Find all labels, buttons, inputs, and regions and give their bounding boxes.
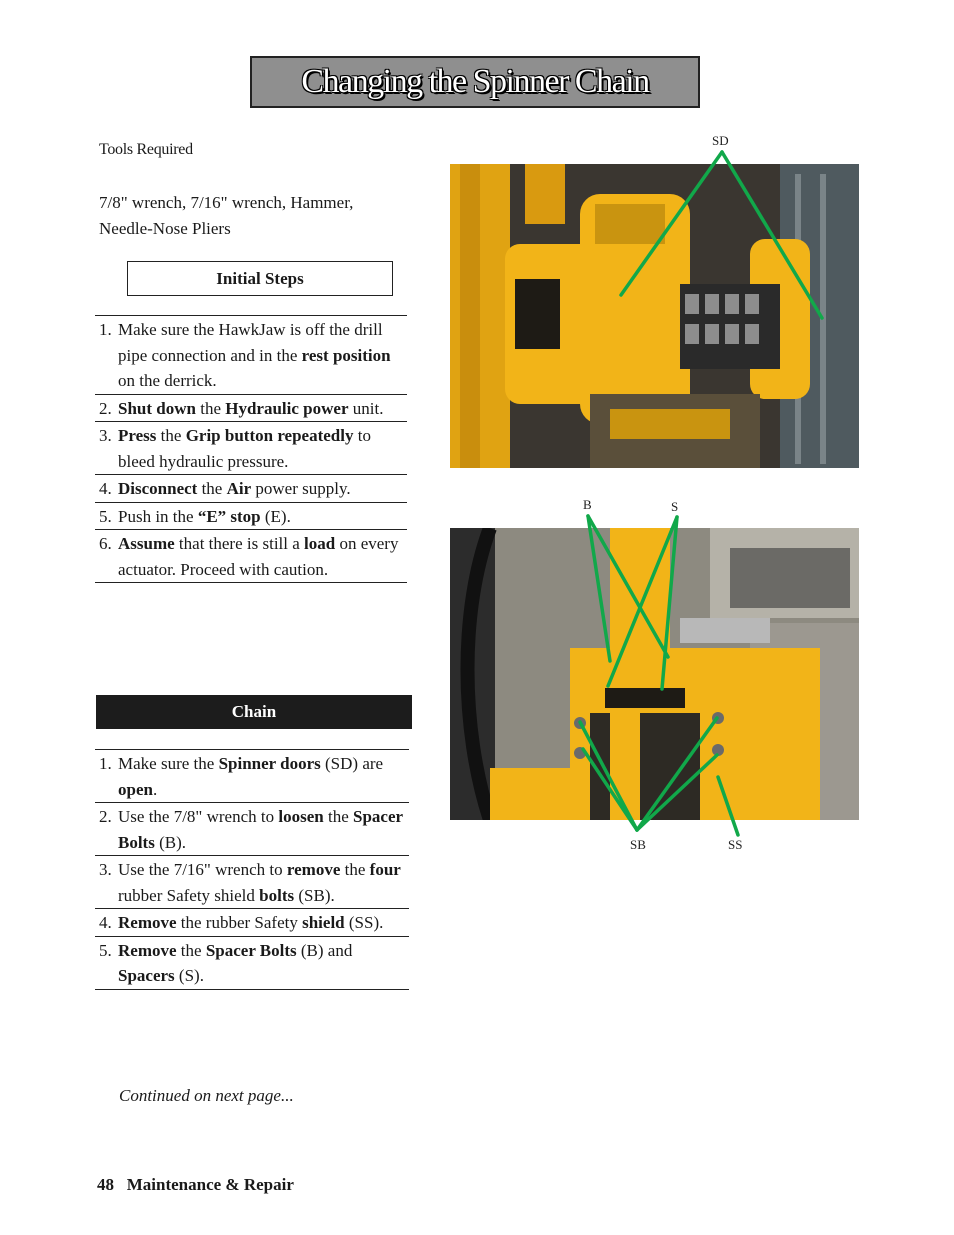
initial-step-4: [95, 474, 407, 502]
chain-heading: Chain: [96, 695, 412, 729]
step-text: Make sure the HawkJaw is off the drill pipe connection and in the rest position on the derrick.: [118, 320, 391, 390]
initial-step-2: [95, 394, 407, 422]
label-sd: SD: [712, 133, 729, 148]
initial-steps-heading: Initial Steps: [127, 261, 393, 296]
label-ss: SS: [728, 837, 743, 852]
chain-step-2: [95, 802, 409, 855]
step-text: Disconnect the Air power supply.: [118, 479, 351, 498]
step-text: Assume that there is still a load on every actuator. Proceed with caution.: [118, 534, 399, 579]
tools-required-label: Tools Required: [99, 141, 193, 158]
chain-step-3: [95, 855, 409, 908]
step-text: Push in the “E” stop (E).: [118, 506, 291, 526]
page-footer: 48 Maintenance & Repair: [97, 1175, 294, 1194]
step-text: Shut down the Hydraulic power unit.: [118, 398, 384, 418]
spacer-bolts-photo: [450, 528, 859, 820]
chain-steps-list: [95, 749, 409, 990]
step-text: Remove the Spacer Bolts (B) and Spacers (S).: [118, 940, 353, 985]
initial-step-3: [95, 421, 407, 474]
step-number: 1.: [99, 754, 112, 773]
step-number: 4.: [99, 479, 112, 498]
spinner-doors-photo: [450, 164, 859, 468]
label-sb: SB: [630, 837, 646, 852]
step-number: 4.: [99, 913, 112, 932]
step-number: 1.: [99, 320, 112, 339]
chain-step-1: [95, 749, 409, 802]
step-text: Use the 7/16" wrench to remove the four rubber Safety shield bolts (SB).: [118, 860, 401, 905]
label-s: S: [671, 499, 679, 514]
step-number: 3.: [99, 860, 112, 879]
continued-note: Continued on next page...: [119, 1086, 294, 1105]
chain-step-5: [95, 936, 409, 990]
step-number: 3.: [99, 426, 112, 445]
step-number: 2.: [99, 398, 112, 418]
step-text: Make sure the Spinner doors (SD) are open.: [118, 754, 384, 799]
step-number: 5.: [99, 940, 112, 960]
step-number: 6.: [99, 534, 112, 553]
initial-step-5: [95, 502, 407, 530]
step-text: Use the 7/8" wrench to loosen the Spacer Bolts (B).: [118, 807, 403, 852]
tools-list: 7/8" wrench, 7/16" wrench, Hammer, Needle-Nose Pliers: [99, 193, 354, 238]
initial-step-6: [95, 529, 407, 583]
page-title-banner: [250, 56, 700, 108]
initial-steps-list: [95, 315, 407, 583]
initial-step-1: [95, 315, 407, 394]
step-text: Remove the rubber Safety shield (SS).: [118, 913, 384, 932]
step-number: 5.: [99, 506, 112, 526]
label-b: B: [583, 497, 592, 512]
chain-step-4: [95, 908, 409, 936]
page-title: Changing the Spinner Chain: [301, 63, 649, 100]
step-text: Press the Grip button repeatedly to bleed hydraulic pressure.: [118, 426, 371, 471]
step-number: 2.: [99, 807, 112, 826]
